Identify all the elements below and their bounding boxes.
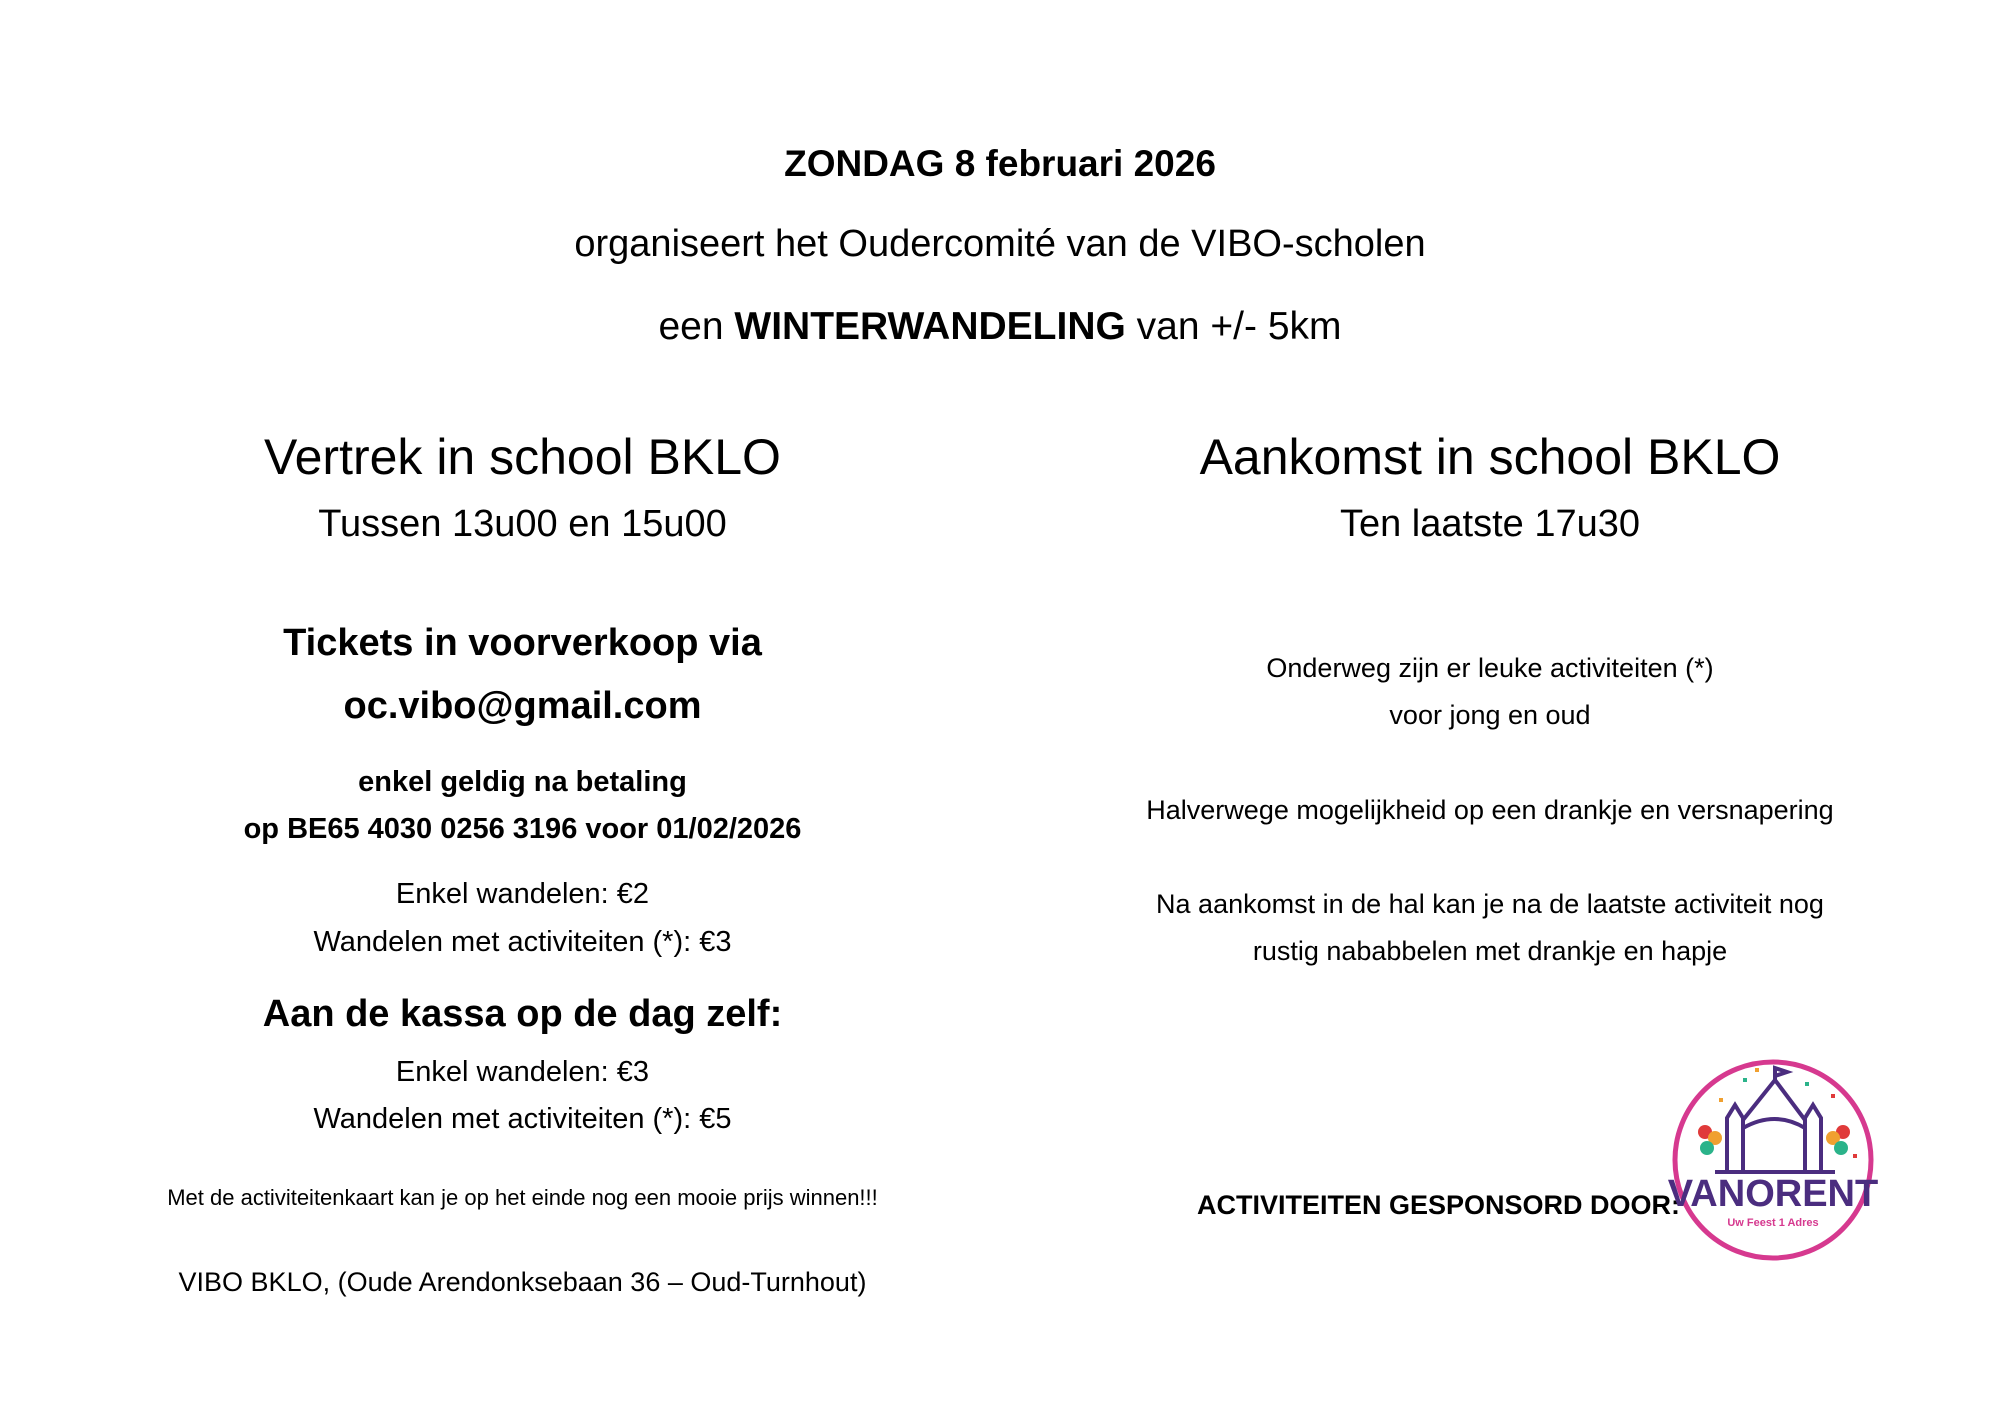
event-line (0, 305, 2000, 349)
activities-line-1: Onderweg zijn er leuke activiteiten (*) (1266, 653, 1714, 683)
presale-price-activities: Wandelen met activiteiten (*): €3 (313, 926, 732, 958)
bouncy-castle-icon (1715, 1068, 1835, 1172)
payment-line-2: op BE65 4030 0256 3196 voor 01/02/2026 (243, 813, 802, 845)
event-prefix: een (658, 305, 735, 348)
activities-line-2: voor jong en oud (1389, 700, 1591, 730)
after-line-1: Na aankomst in de hal kan je na de laatste activiteit nog (1156, 889, 1824, 919)
address: VIBO BKLO, (Oude Arendonksebaan 36 – Oud-Turnhout) (178, 1267, 867, 1297)
organizer-line: organiseert het Oudercomité van de VIBO-scholen (574, 223, 1426, 265)
door-price-activities: Wandelen met activiteiten (*): €5 (313, 1103, 732, 1135)
door-title: Aan de kassa op de dag zelf: (262, 993, 783, 1035)
presale-email: oc.vibo@gmail.com (343, 685, 702, 727)
event-name: WINTERWANDELING (734, 305, 1126, 348)
logo-brand-name: VANORENT (1667, 1173, 1879, 1215)
presale-title: Tickets in voorverkoop via (283, 622, 762, 664)
prize-note: Met de activiteitenkaart kan je op het einde nog een mooie prijs winnen!!! (167, 1185, 878, 1210)
logo-tagline: Uw Feest 1 Adres (1727, 1217, 1819, 1229)
presale-price-walk: Enkel wandelen: €2 (395, 878, 650, 910)
sponsor-logo (1655, 1050, 1895, 1280)
departure-title: Vertrek in school BKLO (264, 429, 781, 485)
after-line-2: rustig nababbelen met drankje en hapje (1252, 936, 1728, 966)
balloons-icon (1698, 1125, 1850, 1155)
departure-time: Tussen 13u00 en 15u00 (318, 503, 727, 545)
event-date: ZONDAG 8 februari 2026 (784, 143, 1216, 184)
sponsor-label: ACTIVITEITEN GESPONSORD DOOR: (1196, 1190, 1680, 1220)
arrival-title: Aankomst in school BKLO (1199, 429, 1781, 485)
payment-line-1: enkel geldig na betaling (358, 766, 687, 798)
door-price-walk: Enkel wandelen: €3 (395, 1056, 650, 1088)
arrival-time: Ten laatste 17u30 (1339, 503, 1640, 545)
halfway-note: Halverwege mogelijkheid op een drankje en versnapering (1146, 795, 1834, 825)
vanorent-logo-graphic (1655, 1050, 1895, 1280)
event-suffix: van +/- 5km (1125, 305, 1342, 348)
